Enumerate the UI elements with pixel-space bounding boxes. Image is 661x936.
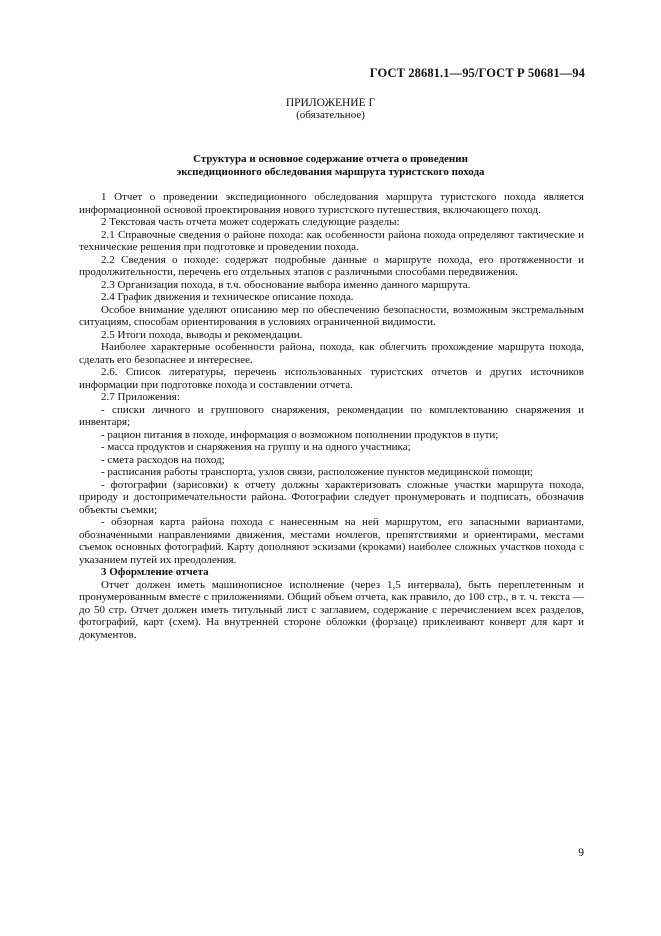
paragraph: 2.3 Организация похода, в т.ч. обоснование выбора именно данного маршрута. — [101, 278, 471, 291]
list-item: - списки личного и группового снаряжения, рекомендации по комплектованию снаряжения и инвентаря; — [79, 403, 584, 428]
paragraph: 2.4 График движения и техническое описание похода. — [101, 291, 354, 303]
paragraph: 2 Текстовая часть отчета может содержать следующие разделы: — [101, 216, 400, 228]
list-item: - расписания работы транспорта, узлов связи, расположение пунктов медицинской помощи; — [101, 466, 534, 478]
section-title — [0, 153, 661, 178]
paragraph: Наиболее характерные особенности района, похода, как облегчить прохождение маршрута похода, сделать его безопаснее и интереснее. — [79, 341, 584, 366]
paragraph: 2.7 Приложения: — [101, 391, 180, 403]
paragraph: Отчет должен иметь машинописное исполнение (через 1,5 интервала), быть переплетенным и пронумерованным вместе с приложениями. Общий объем отчета, как правило, до 100 стр., в т. ч. текста — до 50 стр. Отчет должен иметь титульный лист с заглавием, содержание с перечислением всех разделов, фотографий, карт (схем). На внутренней стороне обложки (форзаце) приклеивают конверт для карт и документов. — [79, 578, 584, 641]
paragraph: 2.2 Сведения о походе: содержат подробные данные о маршруте похода, его протяженности и продолжительности, перечень его отдельных этапов с различными способами передвижения. — [79, 253, 584, 278]
list-item: - фотографии (зарисовки) к отчету должны характеризовать сложные участки маршрута похода, природу и достопримечательности района. Фотографии следует пронумеровать и подписать, обозначив объекты съемки; — [79, 478, 584, 516]
document-body — [79, 191, 584, 641]
page-number: 9 — [578, 847, 584, 859]
list-item: - обзорная карта района похода с нанесенным на ней маршрутом, его запасными вариантами, обозначенными направлениями движения, местами ночлегов, препятствиями и ориентирами, местами съемок основных фотографий. Карту дополняют эскизами (кроками) наиболее сложных участков похода с указанием путей их преодоления. — [79, 516, 584, 566]
paragraph: 2.6. Список литературы, перечень использованных туристских отчетов и других источников информации при подготовке похода и составлении отчета. — [79, 366, 584, 391]
document-header: ГОСТ 28681.1—95/ГОСТ Р 50681—94 — [369, 66, 585, 80]
paragraph: 2.1 Справочные сведения о районе похода: как особенности района похода определяют тактические и технические решения при подготовке и проведении похода. — [79, 228, 584, 253]
list-item: - масса продуктов и снаряжения на группу и на одного участника; — [101, 441, 411, 453]
list-item: - смета расходов на поход; — [101, 453, 225, 466]
appendix-heading — [0, 97, 661, 121]
subsection-heading: 3 Оформление отчета — [101, 566, 209, 578]
section-title-line-1: Структура и основное содержание отчета о проведении — [193, 153, 468, 165]
paragraph: 1 Отчет о проведении экспедиционного обследования маршрута туристского похода является информационной основой проектирования нового туристского путешествия, включающего поход. — [79, 191, 584, 216]
appendix-status: (обязательное) — [296, 109, 365, 121]
appendix-title: ПРИЛОЖЕНИЕ Г — [285, 97, 376, 109]
paragraph: 2.5 Итоги похода, выводы и рекомендации. — [101, 328, 303, 341]
paragraph: Особое внимание уделяют описанию мер по обеспечению безопасности, возможным экстремальным ситуациям, способам ориентирования в условиях ограниченной видимости. — [79, 303, 584, 328]
section-title-line-2: экспедиционного обследования маршрута туристского похода — [176, 165, 485, 178]
list-item: - рацион питания в походе, информация о возможном пополнении продуктов в пути; — [101, 428, 499, 441]
